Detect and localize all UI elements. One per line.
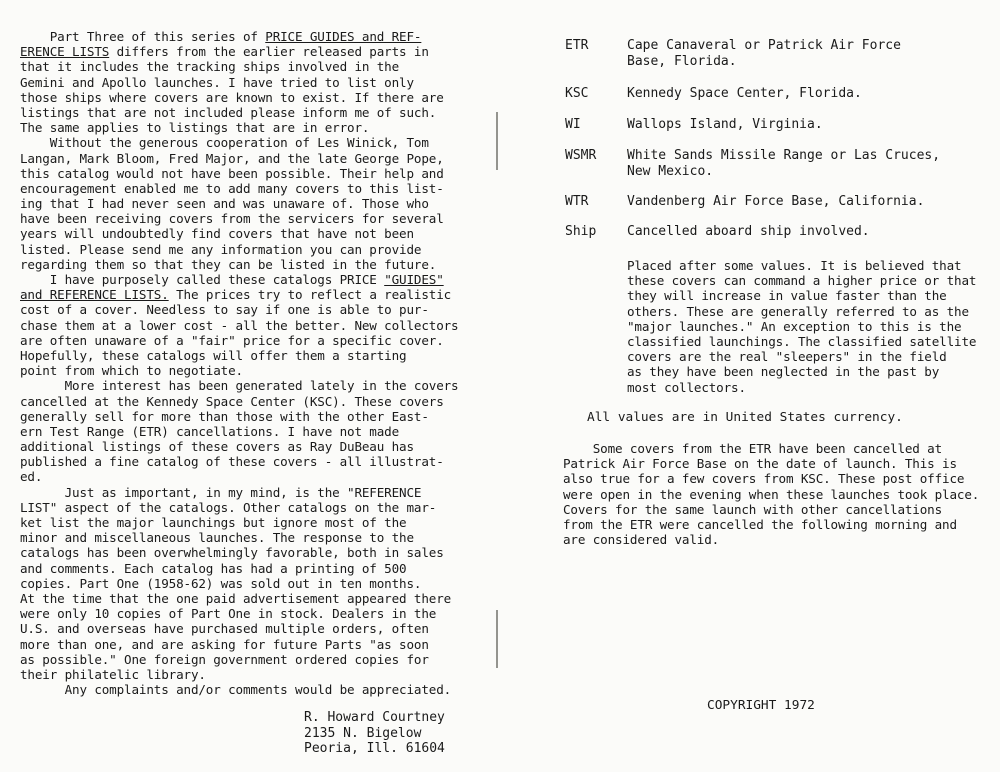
- text-line: copies. Part One (1958-62) was sold out in ten months.: [20, 575, 422, 591]
- text-line: point from which to negotiate.: [20, 363, 243, 379]
- text-line: they will increase in value faster than the: [627, 288, 947, 304]
- text-line: chase them at a lower cost - all the better. New collectors: [20, 317, 459, 333]
- text-line: are often unaware of a "fair" price for a specific cover.: [20, 332, 444, 348]
- text-line: Gemini and Apollo launches. I have tried to list only: [20, 74, 414, 90]
- text-run: and REFERENCE LISTS.: [20, 287, 169, 303]
- text-line: are considered valid.: [563, 532, 720, 548]
- left-body-text: [20, 29, 459, 697]
- text-line: were open in the evening when these launches took place.: [563, 486, 980, 502]
- definition-line: New Mexico.: [627, 164, 714, 179]
- definition-line: Base, Florida.: [627, 54, 737, 69]
- text-line: catalogs has been overwhelmingly favorable, both in sales: [20, 545, 444, 561]
- text-line: also true for a few covers from KSC. These post office: [563, 471, 965, 487]
- text-line: were only 10 copies of Part One in stock. Dealers in the: [20, 606, 437, 622]
- text-line: additional listings of these covers as Ray DuBeau has: [20, 439, 414, 455]
- text-line: U.S. and overseas have purchased multiple orders, often: [20, 621, 429, 637]
- signature-block: [304, 710, 445, 757]
- text-line: and comments. Each catalog has had a printing of 500: [20, 560, 407, 576]
- text-run: Part Three of this series of: [20, 29, 266, 44]
- definition-line: Cancelled aboard ship involved.: [627, 224, 870, 239]
- text-line: [20, 44, 459, 59]
- etr-note: [563, 441, 979, 547]
- abbreviation-code: KSC: [565, 86, 589, 101]
- text-line: minor and miscellaneous launches. The response to the: [20, 530, 414, 546]
- abbreviation-code: WTR: [565, 194, 589, 209]
- text-line: ed.: [20, 469, 43, 485]
- definition-line: White Sands Missile Range or Las Cruces,: [627, 148, 941, 163]
- text-line: ern Test Range (ETR) cancellations. I have not made: [20, 423, 400, 439]
- values-note: [627, 258, 976, 395]
- text-line: listings that are not included please inform me of such.: [20, 104, 437, 120]
- text-line: generally sell for more than those with the other East-: [20, 408, 429, 424]
- text-line: Just as important, in my mind, is the "REFERENCE: [20, 484, 422, 500]
- abbreviation-definition: [627, 194, 924, 210]
- abbreviation-definition: [627, 38, 901, 70]
- text-line: these covers can command a higher price or that: [627, 273, 977, 289]
- text-line: Hopefully, these catalogs will offer them a starting: [20, 347, 407, 363]
- text-line: most collectors.: [627, 379, 746, 395]
- text-run: I have purposely called these catalogs PRICE: [20, 272, 385, 287]
- text-line: those ships where covers are known to exist. If there are: [20, 89, 444, 105]
- currency-note: All values are in United States currency.: [587, 410, 903, 425]
- text-line: listed. Please send me any information you can provide: [20, 241, 422, 257]
- text-line: [20, 287, 459, 302]
- text-line: LIST" aspect of the catalogs. Other catalogs on the mar-: [20, 499, 437, 515]
- text-line: this catalog would not have been possible. Their help and: [20, 165, 444, 181]
- text-run: ERENCE LISTS: [20, 44, 110, 60]
- text-line: Covers for the same launch with other cancellations: [563, 501, 943, 517]
- text-line: Placed after some values. It is believed that: [627, 258, 962, 273]
- text-line: covers are the real "sleepers" in the field: [627, 349, 947, 365]
- abbreviation-code: WI: [565, 117, 581, 132]
- text-line: as possible." One foreign government ordered copies for: [20, 651, 429, 667]
- text-run: "GUIDES": [384, 272, 444, 287]
- text-line: Any complaints and/or comments would be appreciated.: [20, 682, 452, 698]
- text-line: that it includes the tracking ships involved in the: [20, 59, 400, 75]
- abbreviation-definition: [627, 117, 823, 133]
- text-line: others. These are generally referred to as the: [627, 303, 969, 319]
- abbreviation-definition: [627, 224, 870, 240]
- signature-line: 2135 N. Bigelow: [304, 725, 422, 741]
- right-page: [500, 0, 1000, 772]
- margin-mark: [496, 112, 498, 170]
- text-line: ket list the major launchings but ignore most of the: [20, 515, 407, 530]
- text-run: PRICE GUIDES and REF-: [265, 29, 422, 44]
- abbreviation-code: ETR: [565, 38, 589, 53]
- text-line: Without the generous cooperation of Les Winick, Tom: [20, 135, 429, 151]
- text-line: have been receiving covers from the servicers for several: [20, 211, 444, 227]
- text-line: years will undoubtedly find covers that have not been: [20, 226, 414, 242]
- signature-line: R. Howard Courtney: [304, 710, 445, 725]
- abbreviation-definition: [627, 86, 862, 102]
- text-line: At the time that the one paid advertisement appeared there: [20, 590, 452, 606]
- text-line: Some covers from the ETR have been cancelled at: [563, 441, 943, 456]
- text-line: ing that I had never seen and was unaware of. Those who: [20, 196, 429, 212]
- text-line: Patrick Air Force Base on the date of launch. This is: [563, 456, 957, 472]
- margin-mark: [496, 610, 498, 668]
- text-line: Langan, Mark Bloom, Fred Major, and the late George Pope,: [20, 150, 444, 166]
- abbreviation-definition: [627, 148, 940, 180]
- text-line: their philatelic library.: [20, 666, 206, 682]
- text-line: cancelled at the Kennedy Space Center (KSC). These covers: [20, 393, 444, 409]
- copyright-notice: COPYRIGHT 1972: [707, 698, 815, 713]
- text-run: differs from the earlier released parts in: [109, 44, 429, 60]
- text-line: The same applies to listings that are in error.: [20, 120, 370, 136]
- abbreviation-code: Ship: [565, 224, 597, 239]
- text-line: regarding them so that they can be listed in the future.: [20, 256, 437, 272]
- text-line: as they have been neglected in the past by: [627, 364, 940, 380]
- definition-line: Cape Canaveral or Patrick Air Force: [627, 38, 901, 53]
- text-line: encouragement enabled me to add many covers to this list-: [20, 180, 444, 196]
- text-line: classified launchings. The classified satellite: [627, 333, 977, 349]
- text-line: more than one, and are asking for future Parts "as soon: [20, 636, 429, 652]
- text-line: [20, 29, 459, 44]
- definition-line: Wallops Island, Virginia.: [627, 117, 823, 132]
- text-line: [20, 272, 459, 287]
- text-line: "major launches." An exception to this is the: [627, 318, 962, 334]
- abbreviation-code: WSMR: [565, 148, 597, 163]
- definition-line: Vandenberg Air Force Base, California.: [627, 194, 925, 209]
- text-line: published a fine catalog of these covers - all illustrat-: [20, 454, 444, 470]
- signature-line: Peoria, Ill. 61604: [304, 741, 445, 756]
- text-line: More interest has been generated lately in the covers: [20, 378, 459, 394]
- definition-line: Kennedy Space Center, Florida.: [627, 86, 862, 101]
- text-line: from the ETR were cancelled the following morning and: [563, 516, 957, 532]
- text-run: The prices try to reflect a realistic: [168, 287, 452, 303]
- text-line: cost of a cover. Needless to say if one is able to pur-: [20, 302, 429, 318]
